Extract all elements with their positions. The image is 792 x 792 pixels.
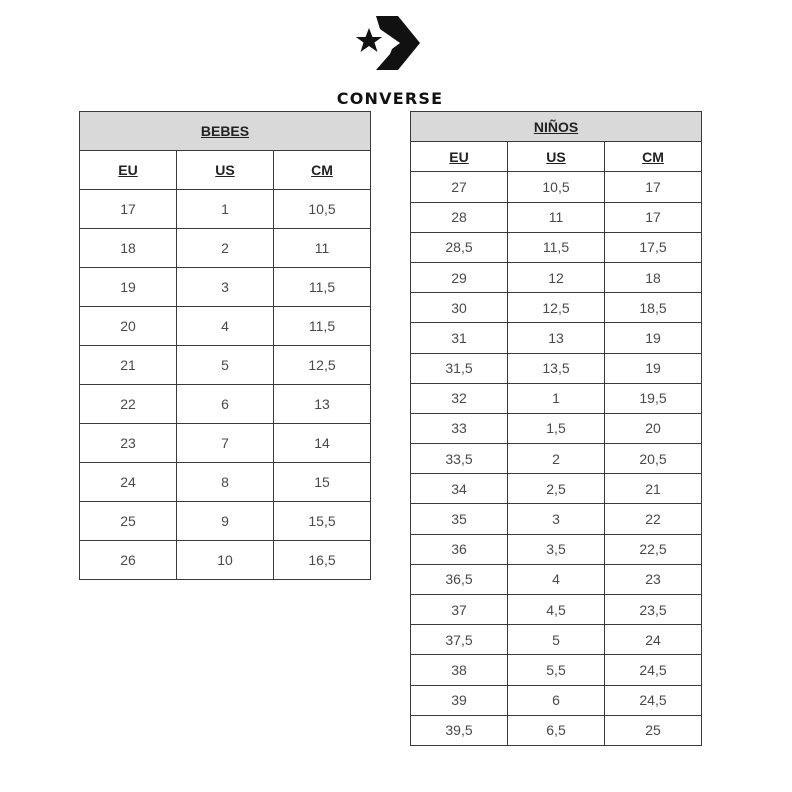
bebes-cell-cm: 10,5 [274, 190, 371, 229]
ninos-cell-cm: 19 [605, 353, 702, 383]
bebes-cell-eu: 23 [80, 424, 177, 463]
bebes-table-row [80, 346, 371, 385]
ninos-cell-eu: 39,5 [411, 715, 508, 745]
ninos-cell-us: 5,5 [508, 655, 605, 685]
ninos-table-row [411, 413, 702, 443]
ninos-cell-eu: 28 [411, 202, 508, 232]
bebes-cell-eu: 17 [80, 190, 177, 229]
bebes-table-row [80, 190, 371, 229]
ninos-table-row [411, 262, 702, 292]
ninos-cell-cm: 17 [605, 202, 702, 232]
bebes-size-table [79, 111, 371, 580]
ninos-cell-cm: 17,5 [605, 232, 702, 262]
ninos-cell-us: 3 [508, 504, 605, 534]
ninos-cell-eu: 34 [411, 474, 508, 504]
ninos-table-row [411, 685, 702, 715]
bebes-cell-us: 9 [177, 502, 274, 541]
ninos-cell-cm: 23,5 [605, 595, 702, 625]
bebes-cell-cm: 12,5 [274, 346, 371, 385]
ninos-cell-eu: 36 [411, 534, 508, 564]
bebes-cell-us: 2 [177, 229, 274, 268]
ninos-cell-cm: 18 [605, 262, 702, 292]
bebes-cell-us: 7 [177, 424, 274, 463]
ninos-cell-eu: 27 [411, 172, 508, 202]
ninos-cell-cm: 17 [605, 172, 702, 202]
star-chevron-icon [356, 14, 422, 72]
ninos-cell-us: 13,5 [508, 353, 605, 383]
ninos-table-row [411, 625, 702, 655]
ninos-cell-us: 1,5 [508, 413, 605, 443]
bebes-cell-us: 1 [177, 190, 274, 229]
bebes-col-cm: CM [274, 151, 371, 190]
ninos-table-row [411, 383, 702, 413]
ninos-cell-eu: 35 [411, 504, 508, 534]
ninos-cell-us: 12 [508, 262, 605, 292]
bebes-cell-us: 5 [177, 346, 274, 385]
ninos-header-row [411, 142, 702, 172]
bebes-col-us: US [177, 151, 274, 190]
ninos-cell-us: 5 [508, 625, 605, 655]
ninos-cell-us: 2,5 [508, 474, 605, 504]
bebes-table-row [80, 541, 371, 580]
ninos-table-row [411, 353, 702, 383]
ninos-table-title: NIÑOS [411, 112, 702, 142]
bebes-cell-eu: 18 [80, 229, 177, 268]
ninos-cell-us: 4,5 [508, 595, 605, 625]
ninos-cell-cm: 22 [605, 504, 702, 534]
bebes-cell-us: 8 [177, 463, 274, 502]
ninos-table-row [411, 444, 702, 474]
ninos-cell-cm: 18,5 [605, 293, 702, 323]
ninos-table-row [411, 655, 702, 685]
bebes-cell-us: 10 [177, 541, 274, 580]
ninos-table-row [411, 715, 702, 745]
ninos-table-row [411, 232, 702, 262]
ninos-cell-us: 4 [508, 564, 605, 594]
ninos-cell-us: 11,5 [508, 232, 605, 262]
ninos-cell-eu: 28,5 [411, 232, 508, 262]
bebes-cell-us: 3 [177, 268, 274, 307]
ninos-cell-eu: 30 [411, 293, 508, 323]
bebes-cell-us: 4 [177, 307, 274, 346]
bebes-table-row [80, 502, 371, 541]
ninos-cell-us: 3,5 [508, 534, 605, 564]
brand-wordmark: CONVERSE [336, 89, 444, 108]
ninos-table-row [411, 202, 702, 232]
ninos-table-row [411, 595, 702, 625]
bebes-cell-eu: 19 [80, 268, 177, 307]
ninos-cell-us: 2 [508, 444, 605, 474]
bebes-table-row [80, 229, 371, 268]
ninos-table-row [411, 172, 702, 202]
ninos-cell-us: 6 [508, 685, 605, 715]
bebes-cell-cm: 13 [274, 385, 371, 424]
ninos-cell-cm: 23 [605, 564, 702, 594]
bebes-table-row [80, 268, 371, 307]
bebes-cell-us: 6 [177, 385, 274, 424]
ninos-col-cm: CM [605, 142, 702, 172]
ninos-col-eu: EU [411, 142, 508, 172]
ninos-cell-us: 10,5 [508, 172, 605, 202]
bebes-cell-eu: 25 [80, 502, 177, 541]
bebes-cell-eu: 21 [80, 346, 177, 385]
bebes-col-eu: EU [80, 151, 177, 190]
ninos-cell-cm: 20 [605, 413, 702, 443]
ninos-cell-eu: 36,5 [411, 564, 508, 594]
bebes-cell-cm: 14 [274, 424, 371, 463]
bebes-cell-eu: 24 [80, 463, 177, 502]
ninos-cell-cm: 22,5 [605, 534, 702, 564]
ninos-cell-us: 12,5 [508, 293, 605, 323]
ninos-cell-us: 1 [508, 383, 605, 413]
ninos-cell-eu: 32 [411, 383, 508, 413]
bebes-cell-cm: 16,5 [274, 541, 371, 580]
bebes-header-row [80, 151, 371, 190]
ninos-cell-eu: 39 [411, 685, 508, 715]
bebes-table-row [80, 463, 371, 502]
ninos-cell-us: 11 [508, 202, 605, 232]
ninos-table-row [411, 323, 702, 353]
ninos-cell-cm: 19,5 [605, 383, 702, 413]
ninos-cell-eu: 37 [411, 595, 508, 625]
ninos-cell-us: 6,5 [508, 715, 605, 745]
ninos-cell-cm: 21 [605, 474, 702, 504]
ninos-cell-cm: 19 [605, 323, 702, 353]
bebes-table-row [80, 424, 371, 463]
bebes-cell-cm: 11 [274, 229, 371, 268]
ninos-size-table [410, 111, 702, 746]
ninos-table-row [411, 293, 702, 323]
bebes-table-row [80, 307, 371, 346]
ninos-cell-eu: 38 [411, 655, 508, 685]
ninos-cell-us: 13 [508, 323, 605, 353]
ninos-cell-cm: 25 [605, 715, 702, 745]
ninos-col-us: US [508, 142, 605, 172]
bebes-cell-cm: 15,5 [274, 502, 371, 541]
ninos-table-row [411, 474, 702, 504]
ninos-cell-cm: 20,5 [605, 444, 702, 474]
bebes-table-title: BEBES [80, 112, 371, 151]
ninos-cell-eu: 33 [411, 413, 508, 443]
ninos-table-row [411, 534, 702, 564]
bebes-table-row [80, 385, 371, 424]
bebes-cell-eu: 22 [80, 385, 177, 424]
ninos-cell-cm: 24,5 [605, 685, 702, 715]
bebes-cell-cm: 11,5 [274, 307, 371, 346]
ninos-cell-cm: 24,5 [605, 655, 702, 685]
bebes-cell-cm: 15 [274, 463, 371, 502]
ninos-cell-eu: 31 [411, 323, 508, 353]
bebes-cell-eu: 26 [80, 541, 177, 580]
ninos-table-row [411, 504, 702, 534]
ninos-cell-eu: 33,5 [411, 444, 508, 474]
ninos-cell-eu: 37,5 [411, 625, 508, 655]
converse-logo [332, 14, 448, 108]
bebes-cell-cm: 11,5 [274, 268, 371, 307]
ninos-table-row [411, 564, 702, 594]
ninos-cell-cm: 24 [605, 625, 702, 655]
ninos-cell-eu: 31,5 [411, 353, 508, 383]
ninos-cell-eu: 29 [411, 262, 508, 292]
bebes-cell-eu: 20 [80, 307, 177, 346]
